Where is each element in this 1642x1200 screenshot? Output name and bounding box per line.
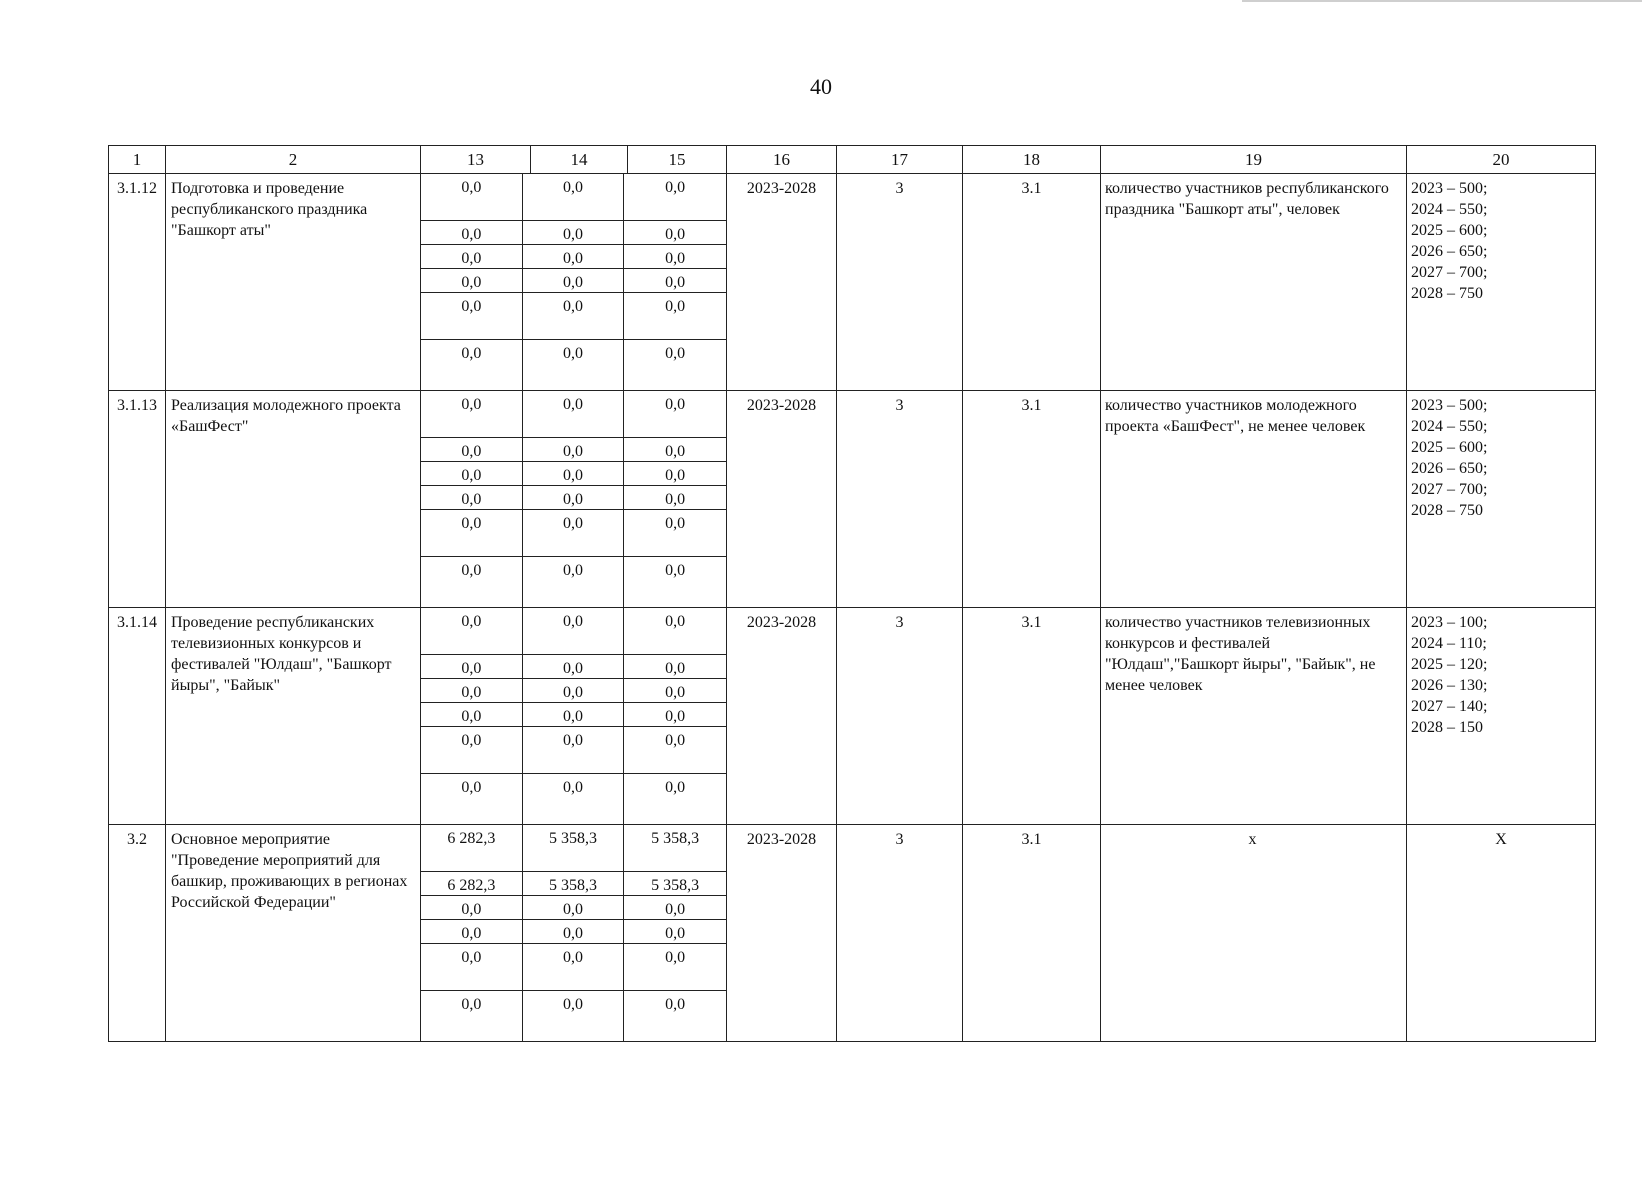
years-cell: 2023-2028 <box>727 391 837 607</box>
funding-value-col-15: 0,0 <box>665 996 686 1013</box>
indicator-cell: х <box>1101 825 1407 1041</box>
years-cell: 2023-2028 <box>727 174 837 390</box>
funding-value-col-13: 0,0 <box>421 557 523 607</box>
target-value: 2024 – 550; <box>1411 201 1488 218</box>
funding-value-col-13: 0,0 <box>421 486 523 509</box>
funding-value-col-15: 0,0 <box>665 613 686 630</box>
funding-value-col-15: 0,0 <box>665 274 686 291</box>
col-17-cell: 3 <box>837 391 963 607</box>
funding-value-col-14: 0,0 <box>523 655 625 678</box>
funding-subrow <box>421 727 726 774</box>
header-cell: 1 <box>109 146 166 173</box>
funding-subrow <box>421 293 726 340</box>
header-cell: 19 <box>1101 146 1407 173</box>
funding-value-col-15: 0,0 <box>665 298 686 315</box>
target-value: 2025 – 600; <box>1411 439 1488 456</box>
target-value: 2024 – 550; <box>1411 418 1488 435</box>
funding-subrow <box>421 462 726 486</box>
program-table <box>108 145 1596 1042</box>
activity-name: Основное мероприятие "Проведение мероприятий для башкир, проживающих в регионах Российской Федерации" <box>166 825 421 1041</box>
funding-value-col-15: 0,0 <box>665 250 686 267</box>
funding-value-col-14: 0,0 <box>523 340 625 390</box>
target-value: 2027 – 700; <box>1411 481 1488 498</box>
funding-value-col-13: 0,0 <box>421 174 523 220</box>
funding-value-col-15: 0,0 <box>665 226 686 243</box>
funding-value-col-14: 0,0 <box>523 486 625 509</box>
scan-edge-line <box>1242 0 1642 2</box>
funding-value-col-15: 0,0 <box>665 345 686 362</box>
funding-subrow <box>421 510 726 557</box>
funding-value-col-14: 0,0 <box>523 557 625 607</box>
target-value: 2026 – 130; <box>1411 677 1488 694</box>
header-cell: 18 <box>963 146 1101 173</box>
funding-subrow <box>421 991 726 1041</box>
funding-value-col-14: 0,0 <box>523 991 625 1041</box>
funding-subrow <box>421 655 726 679</box>
col-18-cell: 3.1 <box>963 825 1101 1041</box>
funding-value-col-14: 0,0 <box>523 174 625 220</box>
target-value: 2028 – 150 <box>1411 719 1483 736</box>
col-18-cell: 3.1 <box>963 391 1101 607</box>
funding-value-col-14: 0,0 <box>523 679 625 702</box>
funding-value-col-15: 0,0 <box>665 515 686 532</box>
target-value: 2028 – 750 <box>1411 502 1483 519</box>
target-value: 2024 – 110; <box>1411 635 1487 652</box>
target-value: 2023 – 500; <box>1411 397 1488 414</box>
row-number: 3.2 <box>109 825 166 1041</box>
funding-value-col-13: 0,0 <box>421 245 523 268</box>
target-value: 2023 – 100; <box>1411 614 1488 631</box>
funding-value-col-15: 0,0 <box>665 467 686 484</box>
header-cell: 17 <box>837 146 963 173</box>
funding-value-col-13: 0,0 <box>421 510 523 556</box>
funding-subrow <box>421 872 726 896</box>
header-cell: 13 <box>421 146 531 173</box>
funding-subrow <box>421 245 726 269</box>
funding-subrow <box>421 221 726 245</box>
funding-value-col-14: 5 358,3 <box>523 825 625 871</box>
funding-subrow <box>421 608 726 655</box>
funding-value-col-13: 0,0 <box>421 655 523 678</box>
funding-value-col-13: 0,0 <box>421 991 523 1041</box>
row-number: 3.1.13 <box>109 391 166 607</box>
funding-value-col-14: 0,0 <box>523 608 625 654</box>
funding-value-col-15: 0,0 <box>665 925 686 942</box>
funding-value-col-15: 0,0 <box>665 491 686 508</box>
indicator-cell: количество участников республиканского праздника "Башкорт аты", человек <box>1101 174 1407 390</box>
funding-value-col-13: 0,0 <box>421 727 523 773</box>
header-cell: 15 <box>628 146 727 173</box>
target-values <box>1407 825 1595 1041</box>
table-row <box>109 608 1595 825</box>
funding-subrow <box>421 486 726 510</box>
funding-value-col-14: 0,0 <box>523 438 625 461</box>
target-value: 2023 – 500; <box>1411 180 1488 197</box>
page-number: 40 <box>810 74 832 99</box>
col-18-cell: 3.1 <box>963 174 1101 390</box>
funding-value-col-13: 0,0 <box>421 944 523 990</box>
table-row <box>109 174 1595 391</box>
funding-value-col-13: 0,0 <box>421 269 523 292</box>
col-17-cell: 3 <box>837 608 963 824</box>
table-body <box>109 174 1595 1041</box>
funding-subrow <box>421 825 726 872</box>
activity-name: Реализация молодежного проекта «БашФест" <box>166 391 421 607</box>
funding-value-col-14: 0,0 <box>523 293 625 339</box>
funding-subrow <box>421 269 726 293</box>
target-value: 2027 – 700; <box>1411 264 1488 281</box>
funding-value-col-13: 0,0 <box>421 293 523 339</box>
col-17-cell: 3 <box>837 825 963 1041</box>
target-value: 2027 – 140; <box>1411 698 1488 715</box>
activity-name: Подготовка и проведение республиканского праздника "Башкорт аты" <box>166 174 421 390</box>
target-values <box>1407 174 1595 390</box>
funding-value-col-14: 0,0 <box>523 920 625 943</box>
funding-value-col-15: 0,0 <box>665 901 686 918</box>
funding-value-col-15: 0,0 <box>665 443 686 460</box>
funding-value-col-13: 0,0 <box>421 896 523 919</box>
target-value: 2028 – 750 <box>1411 285 1483 302</box>
col-18-cell: 3.1 <box>963 608 1101 824</box>
funding-value-col-15: 0,0 <box>665 396 686 413</box>
funding-subrow <box>421 679 726 703</box>
funding-value-col-14: 0,0 <box>523 944 625 990</box>
funding-value-col-15: 0,0 <box>665 660 686 677</box>
header-cell: 14 <box>531 146 628 173</box>
funding-value-col-13: 6 282,3 <box>421 825 523 871</box>
funding-subrow <box>421 703 726 727</box>
indicator-cell: количество участников молодежного проекта «БашФест", не менее человек <box>1101 391 1407 607</box>
funding-values <box>421 825 727 1041</box>
funding-value-col-15: 0,0 <box>665 708 686 725</box>
activity-name: Проведение республиканских телевизионных конкурсов и фестивалей "Юлдаш", "Башкорт йыры", "Байык" <box>166 608 421 824</box>
funding-value-col-13: 6 282,3 <box>421 872 523 895</box>
funding-value-col-14: 0,0 <box>523 727 625 773</box>
target-values <box>1407 391 1595 607</box>
funding-subrow <box>421 944 726 991</box>
funding-value-col-15: 0,0 <box>665 179 686 196</box>
funding-value-col-15: 0,0 <box>665 684 686 701</box>
funding-value-col-14: 5 358,3 <box>523 872 625 895</box>
funding-value-col-15: 0,0 <box>665 779 686 796</box>
header-cell: 2 <box>166 146 421 173</box>
funding-subrow <box>421 391 726 438</box>
funding-subrow <box>421 438 726 462</box>
funding-value-col-13: 0,0 <box>421 462 523 485</box>
funding-value-col-14: 0,0 <box>523 510 625 556</box>
funding-value-col-15: 5 358,3 <box>651 830 700 847</box>
funding-value-col-13: 0,0 <box>421 679 523 702</box>
funding-subrow <box>421 557 726 607</box>
funding-subrow <box>421 174 726 221</box>
target-value: 2026 – 650; <box>1411 460 1488 477</box>
funding-value-col-14: 0,0 <box>523 221 625 244</box>
funding-subrow <box>421 896 726 920</box>
indicator-cell: количество участников телевизионных конкурсов и фестивалей "Юлдаш","Башкорт йыры", "Байык", не менее человек <box>1101 608 1407 824</box>
funding-value-col-14: 0,0 <box>523 245 625 268</box>
funding-value-col-14: 0,0 <box>523 462 625 485</box>
years-cell: 2023-2028 <box>727 825 837 1041</box>
funding-subrow <box>421 774 726 824</box>
funding-subrow <box>421 340 726 390</box>
funding-value-col-13: 0,0 <box>421 391 523 437</box>
funding-value-col-13: 0,0 <box>421 920 523 943</box>
funding-value-col-15: 0,0 <box>665 562 686 579</box>
funding-value-col-14: 0,0 <box>523 703 625 726</box>
funding-value-col-13: 0,0 <box>421 340 523 390</box>
funding-value-col-13: 0,0 <box>421 774 523 824</box>
funding-value-col-15: 0,0 <box>665 949 686 966</box>
funding-value-col-13: 0,0 <box>421 703 523 726</box>
funding-value-col-14: 0,0 <box>523 269 625 292</box>
funding-value-col-13: 0,0 <box>421 221 523 244</box>
target-value: 2026 – 650; <box>1411 243 1488 260</box>
target-value: 2025 – 120; <box>1411 656 1488 673</box>
funding-values <box>421 391 727 607</box>
funding-value-col-15: 0,0 <box>665 732 686 749</box>
target-values <box>1407 608 1595 824</box>
header-cell: 16 <box>727 146 837 173</box>
col-17-cell: 3 <box>837 174 963 390</box>
funding-value-col-14: 0,0 <box>523 774 625 824</box>
row-number: 3.1.12 <box>109 174 166 390</box>
funding-values <box>421 608 727 824</box>
funding-value-col-14: 0,0 <box>523 391 625 437</box>
funding-value-col-15: 5 358,3 <box>651 877 700 894</box>
row-number: 3.1.14 <box>109 608 166 824</box>
funding-value-col-14: 0,0 <box>523 896 625 919</box>
funding-value-col-13: 0,0 <box>421 608 523 654</box>
funding-values <box>421 174 727 390</box>
table-row <box>109 825 1595 1041</box>
funding-value-col-13: 0,0 <box>421 438 523 461</box>
target-value: 2025 – 600; <box>1411 222 1488 239</box>
years-cell: 2023-2028 <box>727 608 837 824</box>
table-header-row <box>109 146 1595 174</box>
table-row <box>109 391 1595 608</box>
header-cell: 20 <box>1492 149 1510 169</box>
funding-subrow <box>421 920 726 944</box>
target-value: Х <box>1495 831 1507 848</box>
